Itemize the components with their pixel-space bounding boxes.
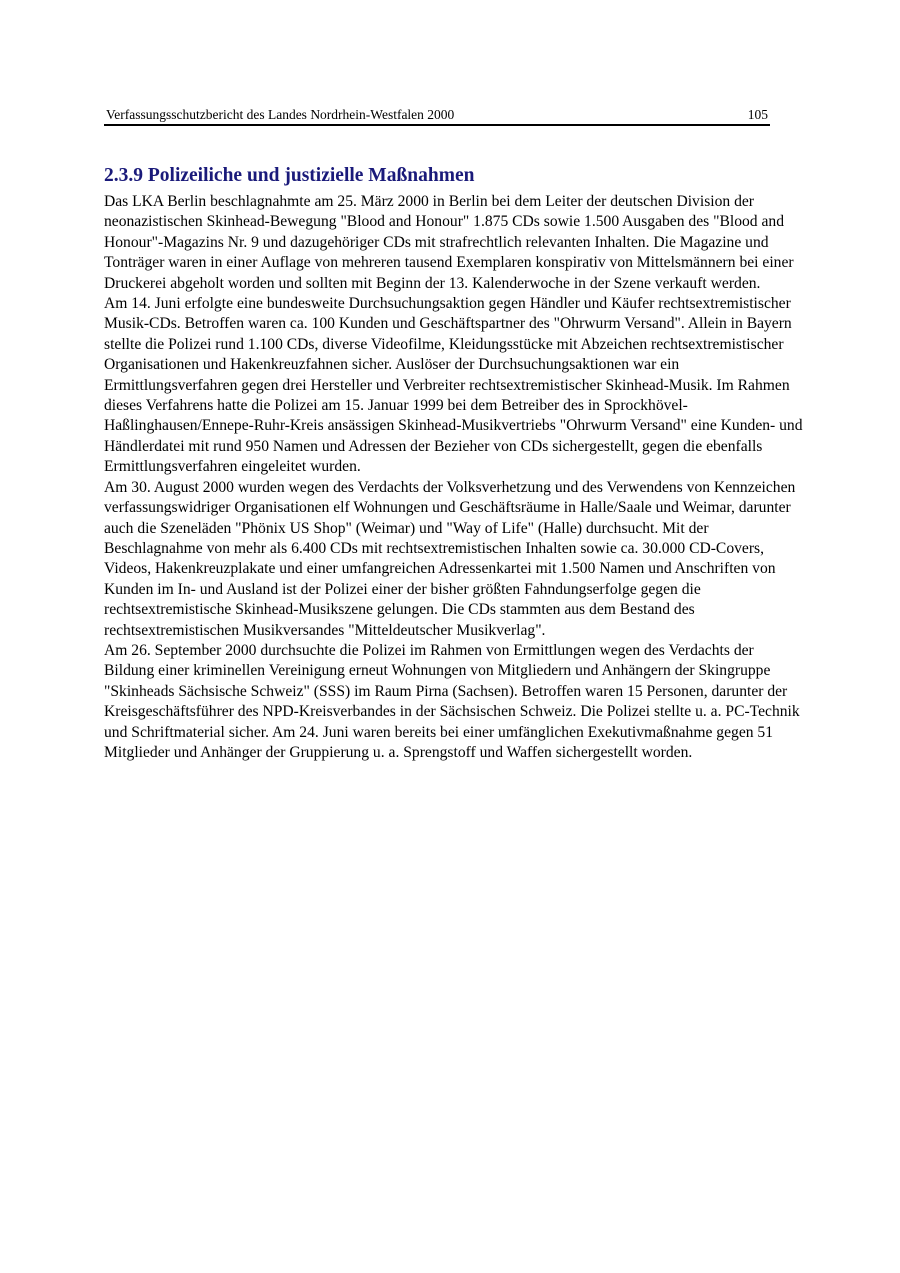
section-heading: 2.3.9 Polizeiliche und justizielle Maßnahmen bbox=[104, 165, 475, 186]
paragraph-skinheads-saechsische-schweiz: Am 26. September 2000 durchsuchte die Polizei im Rahmen von Ermittlungen wegen des Verdachts der Bildung einer kriminellen Vereinigung erneut Wohnungen von Mitgliedern und Anhängern der Skingruppe "Skinheads Sächsische Schweiz" (SSS) im Raum Pirna (Sachsen). Betroffen waren 15 Personen, darunter der Kreisgeschäftsführer des NPD-Kreisverbandes in der Sächsischen Schweiz. Die Polizei stellte u. a. PC-Technik und Schriftmaterial sicher. Am 24. Juni waren bereits bei einer umfänglichen Exekutivmaßnahme gegen 51 Mitglieder und Anhänger der Gruppierung u. a. Sprengstoff und Waffen sichergestellt worden. bbox=[104, 641, 800, 761]
paragraph-lka-berlin: Das LKA Berlin beschlagnahmte am 25. März 2000 in Berlin bei dem Leiter der deutschen Division der neonazistischen Skinhead-Bewegung "Blood and Honour" 1.875 CDs sowie 1.500 Ausgaben des "Blood and Honour"-Magazins Nr. 9 und dazugehöriger CDs mit strafrechtlich relevanten Inhalten. Die Magazine und Tonträger waren in einer Auflage von mehreren tausend Exemplaren konspirativ von Mittelsmännern bei einer Druckerei abgeholt worden und sollten mit Beginn der 13. Kalenderwoche in der Szene verkauft werden. bbox=[104, 193, 794, 292]
header-title: Verfassungsschutzbericht des Landes Nordrhein-Westfalen 2000 bbox=[106, 107, 455, 122]
paragraph-halle-weimar: Am 30. August 2000 wurden wegen des Verdachts der Volksverhetzung und des Verwendens von Kennzeichen verfassungswidriger Organisationen elf Wohnungen und Geschäftsräume in Halle/Saale und Weimar, darunter auch die Szeneläden "Phönix US Shop" (Weimar) und "Way of Life" (Halle) durchsucht. Mit der Beschlagnahme von mehr als 6.400 CDs mit rechtsextremistischen Inhalten sowie ca. 30.000 CD-Covers, Videos, Hakenkreuzplakate und einer umfangreichen Adressenkartei mit 1.500 Namen und Anschriften von Kunden im In- und Ausland ist der Polizei einer der bisher größten Fahndungserfolge gegen die rechtsextremistische Skinhead-Musikszene gelungen. Die CDs stammten aus dem Bestand des rechtsextremistischen Musikversandes "Mitteldeutscher Musikverlag". bbox=[104, 478, 796, 639]
running-header bbox=[104, 107, 770, 126]
page-number: 105 bbox=[747, 107, 768, 122]
document-page bbox=[104, 107, 803, 763]
paragraph-ohrwurm-versand: Am 14. Juni erfolgte eine bundesweite Durchsuchungsaktion gegen Händler und Käufer rechtsextremistischer Musik-CDs. Betroffen waren ca. 100 Kunden und Geschäftspartner des "Ohrwurm Versand". Allein in Bayern stellte die Polizei rund 1.100 CDs, diverse Videofilme, Kleidungsstücke mit Abzeichen rechtsextremistischer Organisationen und Hakenkreuzfahnen sicher. Auslöser der Durchsuchungsaktionen war ein Ermittlungsverfahren gegen drei Hersteller und Verbreiter rechtsextremistischer Skinhead-Musik. Im Rahmen dieses Verfahrens hatte die Polizei am 15. Januar 1999 bei dem Betreiber des in Sprockhövel-Haßlinghausen/Ennepe-Ruhr-Kreis ansässigen Skinhead-Musikvertriebs "Ohrwurm Versand" eine Kunden- und Händlerdatei mit rund 950 Namen und Adressen der Bezieher von CDs sichergestellt, gegen die ebenfalls Ermittlungsverfahren eingeleitet wurden. bbox=[104, 295, 803, 476]
body-text bbox=[104, 192, 804, 763]
